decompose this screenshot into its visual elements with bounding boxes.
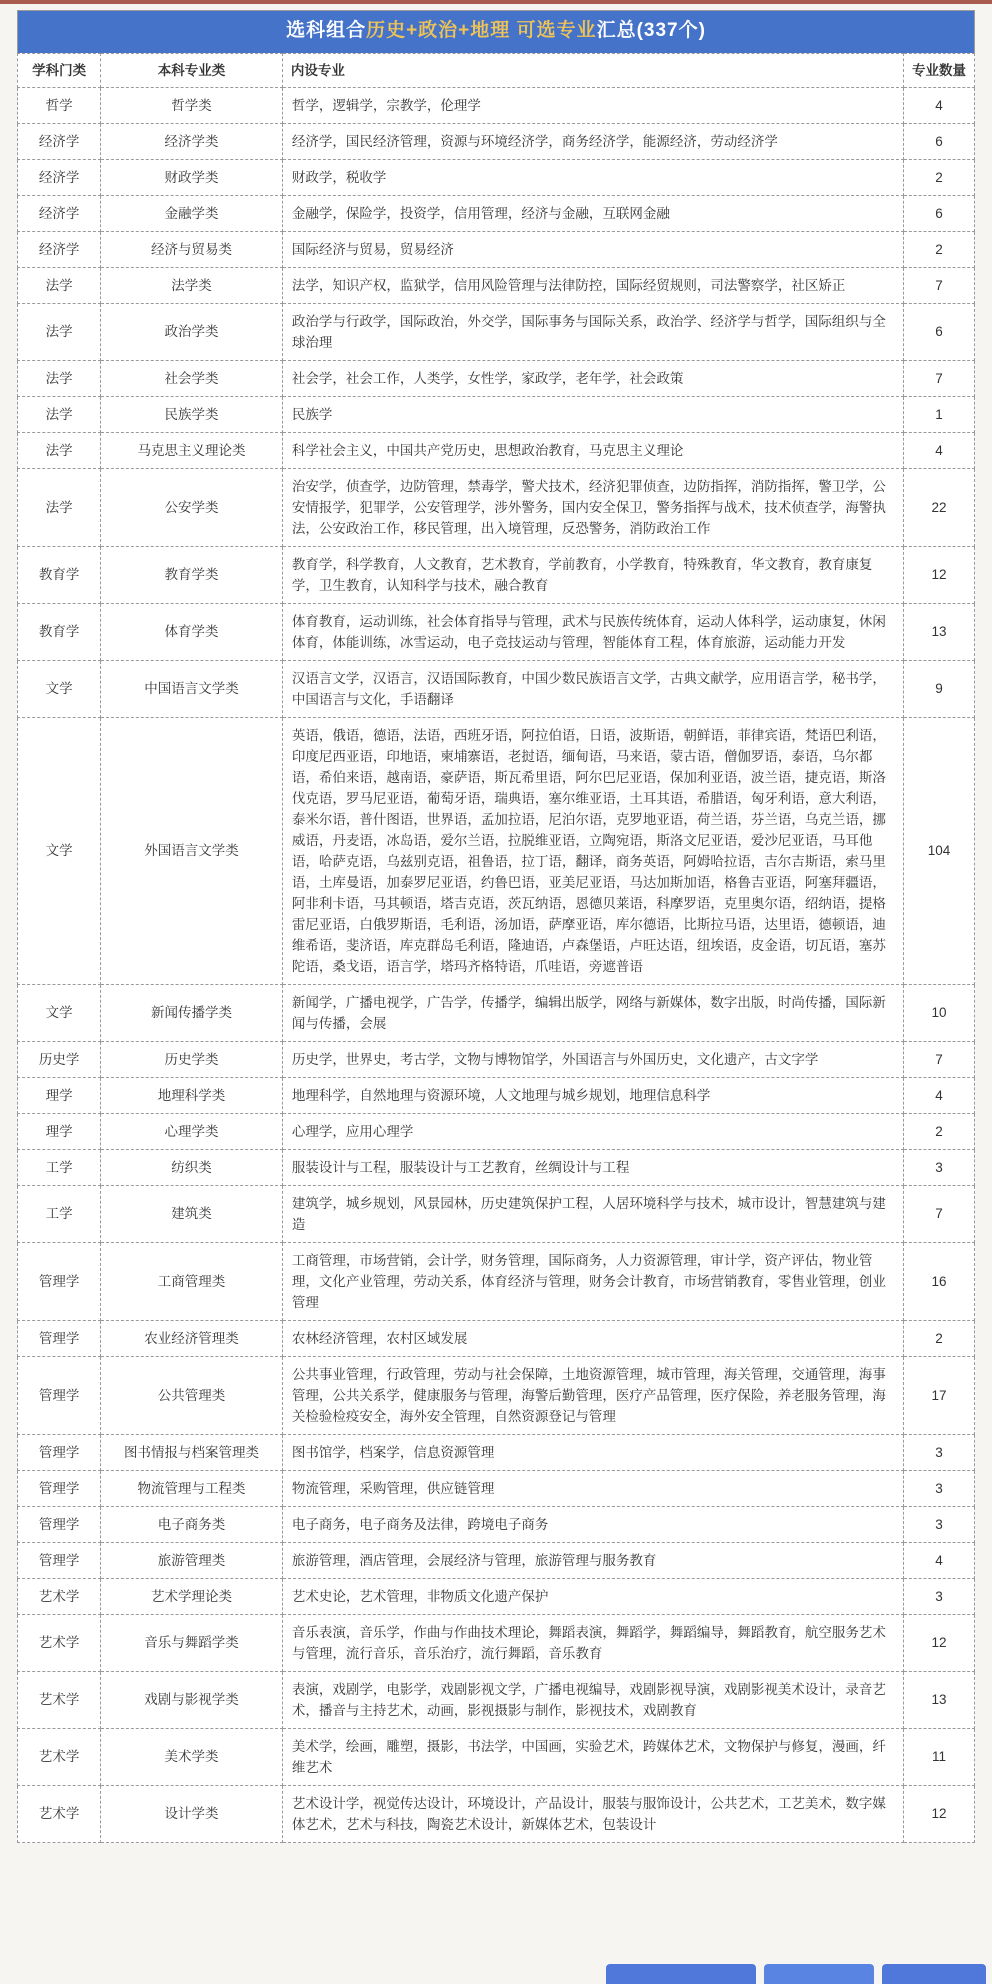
cell-majors-included: 体育教育，运动训练，社会体育指导与管理，武术与民族传统体育，运动人体科学，运动康复，休闲体育，体能训练，冰雪运动，电子竞技运动与管理，智能体育工程，体育旅游，运动能力开发 [282, 603, 903, 660]
cell-majors-included: 新闻学，广播电视学，广告学，传播学，编辑出版学，网络与新媒体，数字出版，时尚传播，国际新闻与传播，会展 [282, 984, 903, 1041]
cell-major-class: 美术学类 [101, 1728, 283, 1785]
cell-subject-category: 工学 [18, 1149, 101, 1185]
cell-major-class: 图书情报与档案管理类 [101, 1434, 283, 1470]
cell-major-class: 音乐与舞蹈学类 [101, 1614, 283, 1671]
cell-major-class: 社会学类 [101, 360, 283, 396]
cell-major-count: 16 [903, 1242, 974, 1320]
table-header-row [18, 53, 975, 87]
table-row [18, 1434, 975, 1470]
cell-subject-category: 艺术学 [18, 1614, 101, 1671]
cell-majors-included: 历史学，世界史，考古学，文物与博物馆学，外国语言与外国历史，文化遗产，古文字学 [282, 1041, 903, 1077]
title-segment: 可选专业 [510, 20, 597, 41]
cell-subject-category: 经济学 [18, 195, 101, 231]
cell-subject-category: 管理学 [18, 1320, 101, 1356]
cell-major-count: 4 [903, 1542, 974, 1578]
cell-major-class: 中国语言文学类 [101, 660, 283, 717]
cell-major-class: 建筑类 [101, 1185, 283, 1242]
cell-major-class: 新闻传播学类 [101, 984, 283, 1041]
cell-major-count: 1 [903, 396, 974, 432]
cell-majors-included: 经济学，国民经济管理，资源与环境经济学，商务经济学，能源经济，劳动经济学 [282, 123, 903, 159]
cell-subject-category: 法学 [18, 468, 101, 546]
header-subject-category: 学科门类 [18, 53, 101, 87]
cell-majors-included: 工商管理，市场营销，会计学，财务管理，国际商务，人力资源管理，审计学，资产评估，物业管理，文化产业管理，劳动关系，体育经济与管理，财务会计教育，市场营销教育，零售业管理，创业管理 [282, 1242, 903, 1320]
cell-major-count: 2 [903, 1320, 974, 1356]
cell-subject-category: 法学 [18, 267, 101, 303]
cell-major-count: 22 [903, 468, 974, 546]
cell-major-class: 戏剧与影视学类 [101, 1671, 283, 1728]
table-row [18, 717, 975, 984]
cell-subject-category: 经济学 [18, 159, 101, 195]
table-row [18, 360, 975, 396]
cell-major-class: 教育学类 [101, 546, 283, 603]
cell-major-class: 物流管理与工程类 [101, 1470, 283, 1506]
cell-majors-included: 音乐表演，音乐学，作曲与作曲技术理论，舞蹈表演，舞蹈学，舞蹈编导，舞蹈教育，航空服务艺术与管理，流行音乐，音乐治疗，流行舞蹈，音乐教育 [282, 1614, 903, 1671]
table-row [18, 468, 975, 546]
cell-major-class: 金融学类 [101, 195, 283, 231]
title-segment: 汇总(337个) [596, 20, 706, 41]
cell-major-class: 哲学类 [101, 87, 283, 123]
cell-major-count: 10 [903, 984, 974, 1041]
table-row [18, 1320, 975, 1356]
cell-major-count: 3 [903, 1578, 974, 1614]
watermark-block [882, 1964, 986, 1984]
table-row [18, 123, 975, 159]
cell-majors-included: 物流管理，采购管理，供应链管理 [282, 1470, 903, 1506]
cell-major-count: 12 [903, 1785, 974, 1842]
cell-major-count: 11 [903, 1728, 974, 1785]
cell-majors-included: 金融学，保险学，投资学，信用管理，经济与金融，互联网金融 [282, 195, 903, 231]
table-row [18, 1671, 975, 1728]
cell-major-count: 4 [903, 87, 974, 123]
top-edge-strip [0, 0, 992, 4]
cell-subject-category: 文学 [18, 984, 101, 1041]
cell-subject-category: 管理学 [18, 1242, 101, 1320]
cell-subject-category: 艺术学 [18, 1578, 101, 1614]
cell-subject-category: 经济学 [18, 123, 101, 159]
table-row [18, 303, 975, 360]
cell-major-count: 6 [903, 195, 974, 231]
cell-major-class: 工商管理类 [101, 1242, 283, 1320]
watermark-block [764, 1964, 874, 1984]
cell-major-class: 设计学类 [101, 1785, 283, 1842]
table-row [18, 660, 975, 717]
cell-majors-included: 服装设计与工程，服装设计与工艺教育，丝绸设计与工程 [282, 1149, 903, 1185]
cell-major-class: 纺织类 [101, 1149, 283, 1185]
cell-major-class: 体育学类 [101, 603, 283, 660]
cell-major-count: 9 [903, 660, 974, 717]
table-row [18, 159, 975, 195]
table-row [18, 1785, 975, 1842]
cell-majors-included: 教育学，科学教育，人文教育，艺术教育，学前教育，小学教育，特殊教育，华文教育，教育康复学，卫生教育，认知科学与技术，融合教育 [282, 546, 903, 603]
table-row [18, 1542, 975, 1578]
table-row [18, 396, 975, 432]
cell-major-class: 财政学类 [101, 159, 283, 195]
cell-major-count: 6 [903, 303, 974, 360]
cell-subject-category: 管理学 [18, 1506, 101, 1542]
cell-major-count: 3 [903, 1506, 974, 1542]
header-majors-included: 内设专业 [282, 53, 903, 87]
cell-subject-category: 教育学 [18, 603, 101, 660]
cell-major-count: 13 [903, 603, 974, 660]
cell-majors-included: 建筑学，城乡规划，风景园林，历史建筑保护工程，人居环境科学与技术，城市设计，智慧建筑与建造 [282, 1185, 903, 1242]
table-row [18, 267, 975, 303]
cell-majors-included: 汉语言文学，汉语言，汉语国际教育，中国少数民族语言文学，古典文献学，应用语言学，秘书学，中国语言与文化，手语翻译 [282, 660, 903, 717]
cell-major-class: 历史学类 [101, 1041, 283, 1077]
cell-majors-included: 哲学，逻辑学，宗教学，伦理学 [282, 87, 903, 123]
table-row [18, 231, 975, 267]
cell-major-class: 地理科学类 [101, 1077, 283, 1113]
cell-majors-included: 政治学与行政学，国际政治，外交学，国际事务与国际关系，政治学、经济学与哲学，国际组织与全球治理 [282, 303, 903, 360]
cell-majors-included: 财政学，税收学 [282, 159, 903, 195]
table-row [18, 1149, 975, 1185]
cell-major-class: 电子商务类 [101, 1506, 283, 1542]
cell-majors-included: 社会学，社会工作，人类学，女性学，家政学，老年学，社会政策 [282, 360, 903, 396]
cell-major-class: 政治学类 [101, 303, 283, 360]
cell-subject-category: 法学 [18, 360, 101, 396]
cell-major-count: 104 [903, 717, 974, 984]
cell-majors-included: 治安学，侦查学，边防管理，禁毒学，警犬技术，经济犯罪侦查，边防指挥，消防指挥，警卫学，公安情报学，犯罪学，公安管理学，涉外警务，国内安全保卫，警务指挥与战术，技术侦查学，海警执法，公安政治工作，移民管理，出入境管理，反恐警务，消防政治工作 [282, 468, 903, 546]
table-row [18, 1041, 975, 1077]
table-row [18, 432, 975, 468]
cell-major-class: 心理学类 [101, 1113, 283, 1149]
watermark-block [606, 1964, 756, 1984]
cell-major-count: 2 [903, 159, 974, 195]
cell-subject-category: 文学 [18, 717, 101, 984]
cell-subject-category: 法学 [18, 396, 101, 432]
cell-major-class: 经济学类 [101, 123, 283, 159]
cell-majors-included: 表演，戏剧学，电影学，戏剧影视文学，广播电视编导，戏剧影视导演，戏剧影视美术设计，录音艺术，播音与主持艺术，动画，影视摄影与制作，影视技术，戏剧教育 [282, 1671, 903, 1728]
table-row [18, 1077, 975, 1113]
header-major-class: 本科专业类 [101, 53, 283, 87]
cell-majors-included: 科学社会主义，中国共产党历史，思想政治教育，马克思主义理论 [282, 432, 903, 468]
table-row [18, 603, 975, 660]
cell-major-count: 3 [903, 1434, 974, 1470]
cell-major-class: 法学类 [101, 267, 283, 303]
table-row [18, 1506, 975, 1542]
cell-major-count: 17 [903, 1356, 974, 1434]
cell-majors-included: 民族学 [282, 396, 903, 432]
table-row [18, 87, 975, 123]
cell-major-count: 4 [903, 432, 974, 468]
cell-subject-category: 管理学 [18, 1356, 101, 1434]
cell-majors-included: 国际经济与贸易，贸易经济 [282, 231, 903, 267]
table-row [18, 1728, 975, 1785]
cell-subject-category: 管理学 [18, 1542, 101, 1578]
cell-subject-category: 管理学 [18, 1434, 101, 1470]
table-row [18, 1113, 975, 1149]
cell-majors-included: 图书馆学，档案学，信息资源管理 [282, 1434, 903, 1470]
table-row [18, 546, 975, 603]
cell-subject-category: 经济学 [18, 231, 101, 267]
cell-subject-category: 理学 [18, 1113, 101, 1149]
cell-majors-included: 公共事业管理，行政管理，劳动与社会保障，土地资源管理，城市管理，海关管理，交通管理，海事管理，公共关系学，健康服务与管理，海警后勤管理，医疗产品管理，医疗保险，养老服务管理，海关检验检疫安全，海外安全管理，自然资源登记与管理 [282, 1356, 903, 1434]
cell-majors-included: 艺术史论，艺术管理，非物质文化遗产保护 [282, 1578, 903, 1614]
cell-major-count: 7 [903, 1041, 974, 1077]
cell-major-class: 民族学类 [101, 396, 283, 432]
cell-major-class: 艺术学理论类 [101, 1578, 283, 1614]
table-row [18, 1578, 975, 1614]
cell-major-count: 4 [903, 1077, 974, 1113]
cell-subject-category: 管理学 [18, 1470, 101, 1506]
cell-major-class: 旅游管理类 [101, 1542, 283, 1578]
cell-major-count: 13 [903, 1671, 974, 1728]
cell-subject-category: 历史学 [18, 1041, 101, 1077]
cell-subject-category: 艺术学 [18, 1728, 101, 1785]
cell-subject-category: 艺术学 [18, 1671, 101, 1728]
table-row [18, 1242, 975, 1320]
cell-majors-included: 农林经济管理，农村区域发展 [282, 1320, 903, 1356]
cell-major-count: 12 [903, 546, 974, 603]
title-segment: 选科组合 [286, 20, 367, 41]
cell-subject-category: 教育学 [18, 546, 101, 603]
cell-subject-category: 文学 [18, 660, 101, 717]
cell-subject-category: 理学 [18, 1077, 101, 1113]
table-row [18, 1356, 975, 1434]
cell-majors-included: 旅游管理，酒店管理，会展经济与管理，旅游管理与服务教育 [282, 1542, 903, 1578]
cell-major-count: 7 [903, 267, 974, 303]
cell-major-count: 3 [903, 1149, 974, 1185]
cell-majors-included: 艺术设计学，视觉传达设计，环境设计，产品设计，服装与服饰设计，公共艺术，工艺美术，数字媒体艺术，艺术与科技，陶瓷艺术设计，新媒体艺术，包装设计 [282, 1785, 903, 1842]
table-row [18, 1470, 975, 1506]
table-row [18, 195, 975, 231]
cell-majors-included: 心理学，应用心理学 [282, 1113, 903, 1149]
cell-major-count: 7 [903, 1185, 974, 1242]
cell-subject-category: 艺术学 [18, 1785, 101, 1842]
header-major-count: 专业数量 [903, 53, 974, 87]
cell-subject-category: 哲学 [18, 87, 101, 123]
cell-major-count: 2 [903, 1113, 974, 1149]
cell-major-class: 公安学类 [101, 468, 283, 546]
table-row [18, 1614, 975, 1671]
cell-major-class: 经济与贸易类 [101, 231, 283, 267]
cell-major-class: 公共管理类 [101, 1356, 283, 1434]
majors-table [17, 53, 975, 1843]
cell-majors-included: 英语，俄语，德语，法语，西班牙语，阿拉伯语，日语，波斯语，朝鲜语，菲律宾语，梵语巴利语，印度尼西亚语，印地语，柬埔寨语，老挝语，缅甸语，马来语，蒙古语，僧伽罗语，泰语，乌尔都语，希伯来语，越南语，豪萨语，斯瓦希里语，阿尔巴尼亚语，保加利亚语，波兰语，捷克语，斯洛伐克语，罗马尼亚语，葡萄牙语，瑞典语，塞尔维亚语，土耳其语，希腊语，匈牙利语，意大利语，泰米尔语，普什图语，世界语，孟加拉语，尼泊尔语，克罗地亚语，荷兰语，芬兰语，乌克兰语，挪威语，丹麦语，冰岛语，爱尔兰语，拉脱维亚语，立陶宛语，斯洛文尼亚语，爱沙尼亚语，马耳他语，哈萨克语，乌兹别克语，祖鲁语，拉丁语，翻译，商务英语，阿姆哈拉语，吉尔吉斯语，索马里语，土库曼语，加泰罗尼亚语，约鲁巴语，亚美尼亚语，马达加斯加语，格鲁吉亚语，阿塞拜疆语，阿非利卡语，马其顿语，塔吉克语，茨瓦纳语，恩德贝莱语，科摩罗语，克里奥尔语，绍纳语，提格雷尼亚语，白俄罗斯语，毛利语，汤加语，萨摩亚语，库尔德语，比斯拉马语，达里语，德顿语，迪维希语，斐济语，库克群岛毛利语，隆迪语，卢森堡语，卢旺达语，纽埃语，皮金语，切瓦语，塞苏陀语，桑戈语，语言学，塔玛齐格特语，爪哇语，旁遮普语 [282, 717, 903, 984]
cell-subject-category: 法学 [18, 303, 101, 360]
table-row [18, 984, 975, 1041]
cell-major-class: 马克思主义理论类 [101, 432, 283, 468]
page-title [17, 10, 975, 53]
cell-majors-included: 美术学，绘画，雕塑，摄影，书法学，中国画，实验艺术，跨媒体艺术，文物保护与修复，漫画，纤维艺术 [282, 1728, 903, 1785]
watermark-fragment [606, 1962, 986, 1984]
cell-major-count: 6 [903, 123, 974, 159]
cell-majors-included: 地理科学，自然地理与资源环境，人文地理与城乡规划，地理信息科学 [282, 1077, 903, 1113]
title-segment: 历史+政治+地理 [366, 20, 511, 41]
majors-table-sheet [17, 10, 975, 1843]
cell-major-count: 2 [903, 231, 974, 267]
cell-major-class: 农业经济管理类 [101, 1320, 283, 1356]
cell-major-count: 12 [903, 1614, 974, 1671]
cell-major-class: 外国语言文学类 [101, 717, 283, 984]
cell-major-count: 3 [903, 1470, 974, 1506]
cell-subject-category: 法学 [18, 432, 101, 468]
cell-majors-included: 法学，知识产权，监狱学，信用风险管理与法律防控，国际经贸规则，司法警察学，社区矫正 [282, 267, 903, 303]
table-row [18, 1185, 975, 1242]
cell-major-count: 7 [903, 360, 974, 396]
cell-majors-included: 电子商务，电子商务及法律，跨境电子商务 [282, 1506, 903, 1542]
cell-subject-category: 工学 [18, 1185, 101, 1242]
